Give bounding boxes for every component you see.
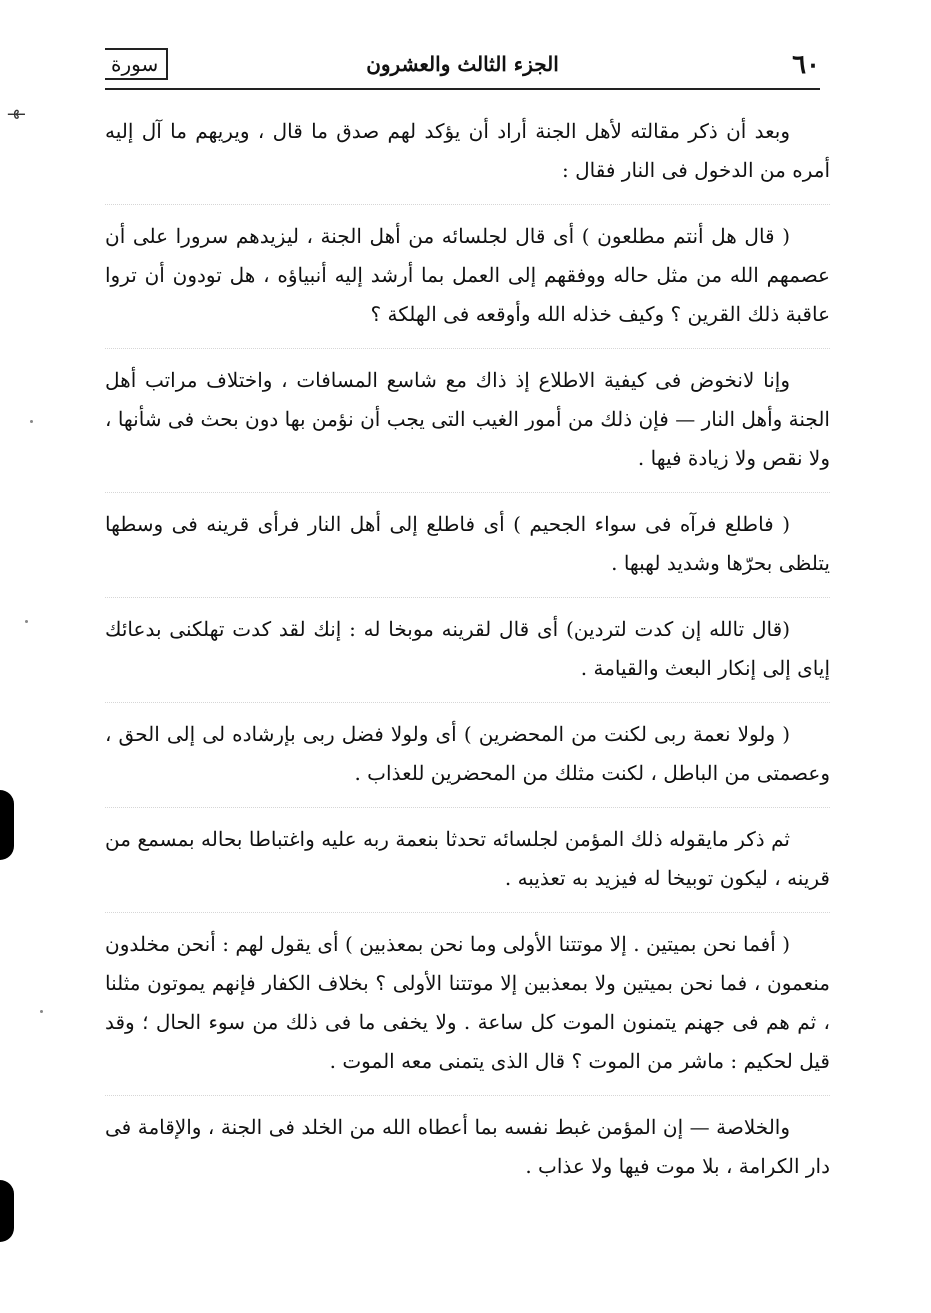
scan-speck: [30, 420, 33, 423]
paragraph: وإنا لانخوض فى كيفية الاطلاع إذ ذاك مع شاسع المسافات ، واختلاف مراتب أهل الجنة وأهل النار — فإن ذلك من أمور الغيب التى يجب أن نؤمن بها دون بحث فى شأنها ، ولا نقص ولا زيادة فيها .: [105, 348, 830, 478]
running-title: الجزء الثالث والعشرون: [366, 52, 559, 76]
paragraph: والخلاصة — إن المؤمن غبط نفسه بما أعطاه الله من الخلد فى الجنة ، والإقامة فى دار الكرامة ، بلا موت فيها ولا عذاب .: [105, 1095, 830, 1186]
paragraph: (قال تالله إن كدت لتردين) أى قال لقرينه موبخا له : إنك لقد كدت تهلكنى بدعائك إياى إلى إنكار البعث والقيامة .: [105, 597, 830, 688]
paragraph: ( فاطلع فرآه فى سواء الجحيم ) أى فاطلع إلى أهل النار فرأى قرينه فى وسطها يتلظى بحرّها وشديد لهبها .: [105, 492, 830, 583]
paragraph: ( أفما نحن بميتين . إلا موتتنا الأولى وما نحن بمعذبين ) أى يقول لهم : أنحن مخلدون منعمون ، فما نحن بميتين ولا بمعذبين إلا موتتنا الأولى ؟ بخلاف الكفار فإنهم يموتون مثلنا ، ثم هم فى جهنم يتمنون الموت كل ساعة . ولا يخفى ما فى ذلك من سوء الحال ؛ وقد قيل لحكيم : ماشر من الموت ؟ قال الذى يتمنى معه الموت .: [105, 912, 830, 1081]
page-number: ٦٠: [792, 50, 820, 80]
binding-shadow: [0, 1180, 14, 1242]
paragraph: وبعد أن ذكر مقالته لأهل الجنة أراد أن يؤكد لهم صدق ما قال ، ويريهم ما آل إليه أمره من الدخول فى النار فقال :: [105, 119, 830, 182]
paragraph: ( ولولا نعمة ربى لكنت من المحضرين ) أى ولولا فضل ربى بإرشاده لى إلى الحق ، وعصمتى من الباطل ، لكنت مثلك من المحضرين للعذاب .: [105, 702, 830, 793]
page-body: [105, 112, 830, 1200]
scan-speck: [40, 1010, 43, 1013]
surah-label: سورة: [105, 48, 168, 80]
margin-scribble: ـﻬـ: [8, 100, 25, 119]
page-header: [105, 40, 820, 90]
binding-shadow: [0, 790, 14, 860]
paragraph: ( قال هل أنتم مطلعون ) أى قال لجلسائه من أهل الجنة ، ليزيدهم سرورا على أن عصمهم الله من مثل حاله ووفقهم إلى العمل بما أرشد إليه أنبياؤه ، هل تودون أن تروا عاقبة ذلك القرين ؟ وكيف خذله الله وأوقعه فى الهلكة ؟: [105, 204, 830, 334]
paragraph: ثم ذكر مايقوله ذلك المؤمن لجلسائه تحدثا بنعمة ربه عليه واغتباطا بحاله بمسمع من قرينه ، ليكون توبيخا له فيزيد به تعذيبه .: [105, 807, 830, 898]
scan-speck: [25, 620, 28, 623]
